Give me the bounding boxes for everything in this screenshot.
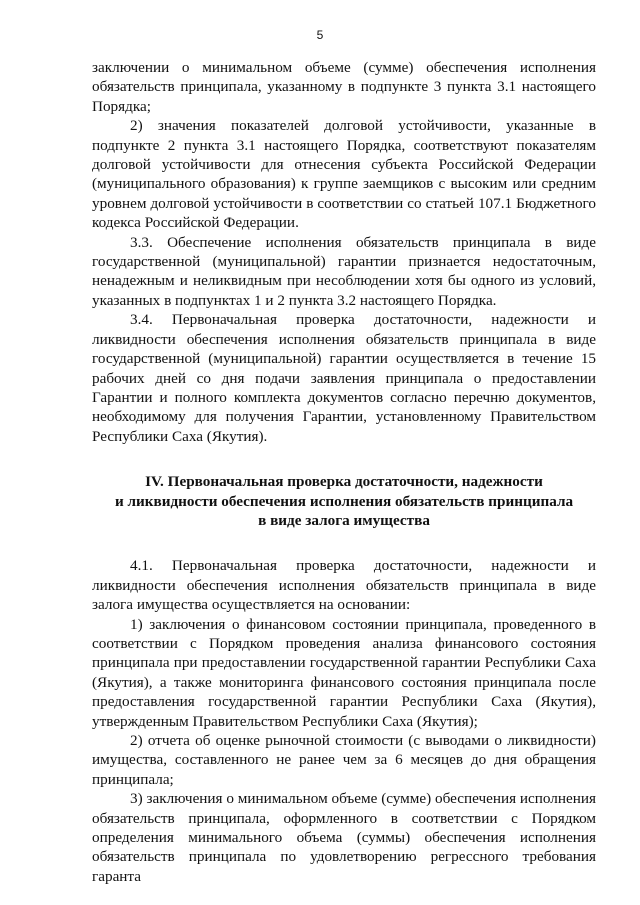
paragraph-top-3: 3.4. Первоначальная проверка достаточности, надежности и ликвидности обеспечения исполнения обязательств принципала в виде государственной (муниципальной) гарантии осуществляется в течение 15 рабочих дней со дня подачи заявления принципала о предоставлении Гарантии и полного комплекта документов согласно перечню документов, необходимому для получения Гарантии, установленному Правительством Республики Саха (Якутия). bbox=[92, 311, 596, 445]
paragraph-bottom-1: 1) заключения о финансовом состоянии принципала, проведенного в соответствии с Порядком проведения анализа финансового состояния принципала при предоставлении государственной гарантии Республики Саха (Якутия), а также мониторинга финансового состояния принципала после предоставления государственной гарантии Республики Саха (Якутия), утвержденным Правительством Республики Саха (Якутия); bbox=[92, 615, 596, 730]
paragraph-top-0: заключении о минимальном объеме (сумме) обеспечения исполнения обязательств принципала, указанному в подпункте 3 пункта 3.1 настоящего Порядка; bbox=[92, 59, 596, 115]
document-body bbox=[92, 58, 596, 886]
section-heading-line-3: в виде залога имущества bbox=[258, 511, 430, 529]
section-heading-line-1: IV. Первоначальная проверка достаточности, надежности bbox=[145, 473, 543, 491]
section-heading bbox=[92, 472, 596, 530]
section-heading-line-2: и ликвидности обеспечения исполнения обязательств принципала bbox=[114, 492, 574, 510]
paragraph-bottom-2: 2) отчета об оценке рыночной стоимости (с выводами о ликвидности) имущества, составленного не ранее чем за 6 месяцев до дня обращения принципала; bbox=[92, 732, 596, 788]
paragraph-top-1: 2) значения показателей долговой устойчивости, указанные в подпункте 2 пункта 3.1 настоящего Порядка, соответствуют показателям долговой устойчивости для отнесения субъекта Российской Федерации (муниципального образования) к группе заемщиков с высоким или средним уровнем долговой устойчивости в соответствии со статьей 107.1 Бюджетного кодекса Российской Федерации. bbox=[92, 117, 596, 232]
paragraph-top-2: 3.3. Обеспечение исполнения обязательств принципала в виде государственной (муниципальной) гарантии признается недостаточным, ненадежным и неликвидным при несоблюдении хотя бы одного из условий, указанных в подпунктах 1 и 2 пункта 3.2 настоящего Порядка. bbox=[92, 233, 596, 309]
paragraph-bottom-3: 3) заключения о минимальном объеме (сумме) обеспечения исполнения обязательств принципала, оформленного в соответствии с Порядком определения минимального объема (суммы) обеспечения исполнения обязательств принципала по удовлетворению регрессного требования гаранта bbox=[92, 790, 596, 885]
paragraph-bottom-0: 4.1. Первоначальная проверка достаточности, надежности и ликвидности обеспечения исполнения обязательств принципала в виде залога имущества осуществляется на основании: bbox=[92, 557, 596, 614]
page-number: 5 bbox=[316, 28, 324, 42]
